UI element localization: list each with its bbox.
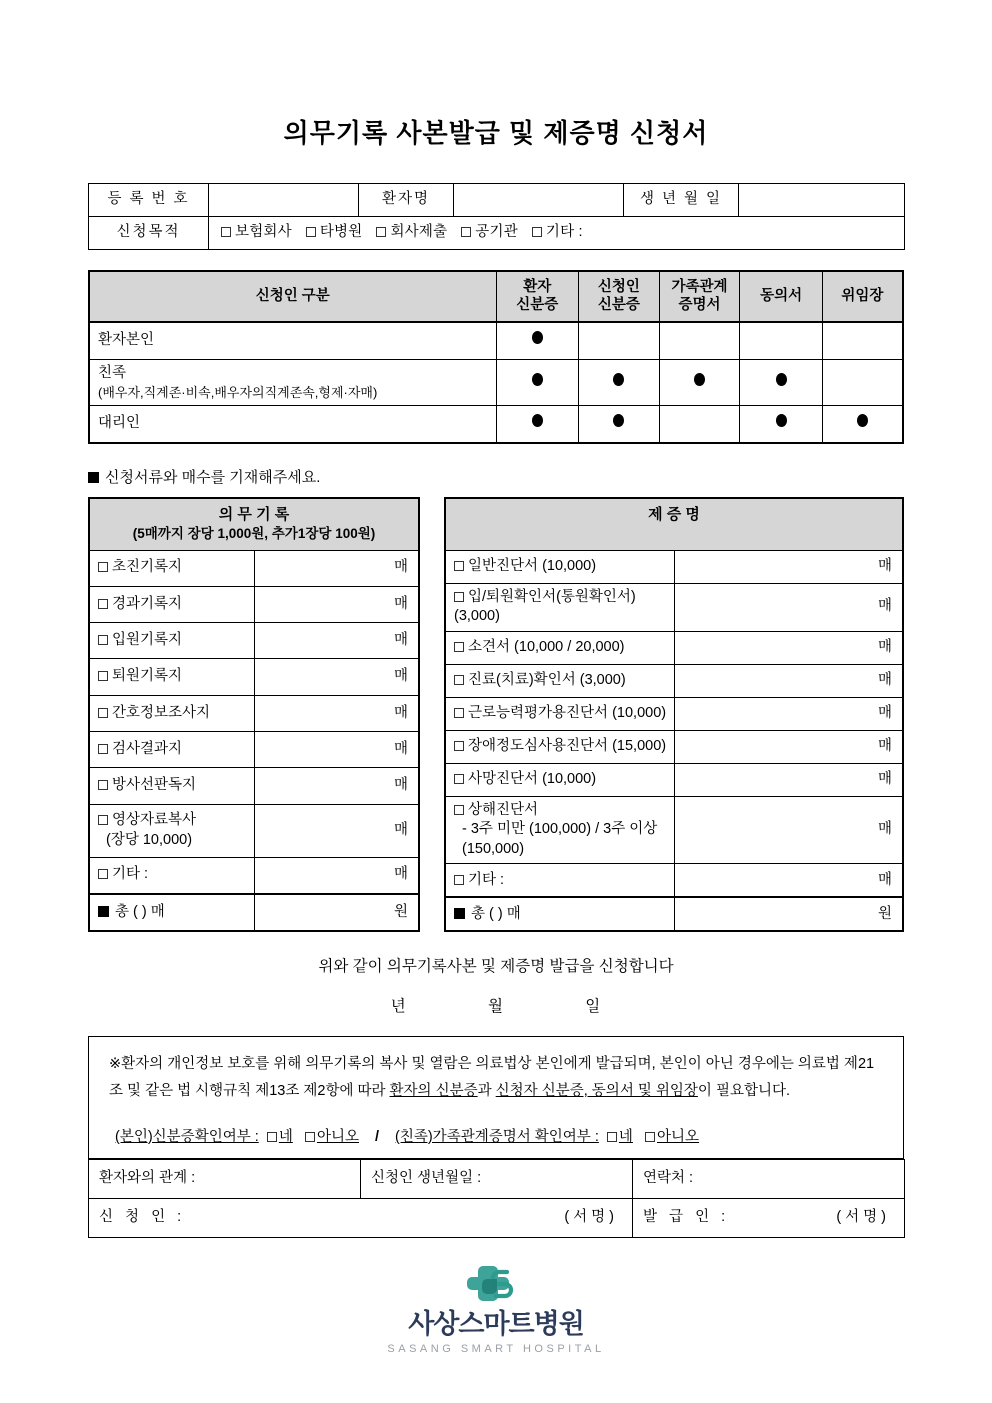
- medical-records-header: 의 무 기 록 (5매까지 장당 1,000원, 추가1장당 100원): [89, 498, 419, 550]
- list-item: [89, 732, 419, 768]
- checkbox-icon[interactable]: [98, 671, 108, 681]
- mark-cell: [740, 322, 823, 360]
- issuer-sign-marker: (서명): [836, 1209, 890, 1226]
- checkbox-icon[interactable]: [607, 1132, 617, 1142]
- verification-line: [109, 1125, 883, 1146]
- notice-box: [88, 1036, 904, 1159]
- applicant-classification-table: [88, 270, 904, 444]
- record-item-imaging-copy[interactable]: 영상자료복사 (장당 10,000): [89, 804, 254, 857]
- checkbox-icon[interactable]: [98, 744, 108, 754]
- birth-date-field[interactable]: [739, 184, 905, 217]
- col-patient-id: 환자 신분증: [496, 271, 579, 322]
- list-item: [89, 804, 419, 857]
- checkbox-icon[interactable]: [98, 869, 108, 879]
- checkbox-icon[interactable]: [454, 642, 464, 652]
- certificates-table: [444, 497, 904, 932]
- mark-cell: [822, 406, 903, 444]
- certificates-total-label[interactable]: 총 ( ) 매: [445, 897, 674, 931]
- table-row: [89, 184, 905, 217]
- family-cert-verify-yes[interactable]: 네: [607, 1129, 633, 1145]
- record-qty-imaging-copy[interactable]: 매: [254, 804, 419, 857]
- record-qty-discharge[interactable]: 매: [254, 659, 419, 695]
- checkbox-icon[interactable]: [98, 708, 108, 718]
- mark-cell: [496, 359, 579, 405]
- medical-records-table: [88, 497, 420, 932]
- filled-dot-icon: [613, 373, 624, 386]
- purpose-options: [209, 217, 905, 250]
- filled-dot-icon: [532, 373, 543, 386]
- patient-info-table: [88, 183, 905, 250]
- cert-item-disability[interactable]: 장애정도심사용진단서 (15,000): [445, 730, 674, 763]
- mark-cell: [579, 322, 660, 360]
- cert-qty-injury[interactable]: 매: [674, 796, 903, 864]
- relation-field[interactable]: 환자와의 관계 :: [89, 1159, 361, 1198]
- section-note: 신청서류와 매수를 기재해주세요.: [88, 466, 904, 487]
- checkbox-icon[interactable]: [306, 227, 316, 237]
- documents-tables-container: [88, 497, 904, 932]
- col-proxy: 위임장: [822, 271, 903, 322]
- declaration-text: 위와 같이 의무기록사본 및 제증명 발급을 신청합니다: [318, 958, 674, 976]
- record-item-progress[interactable]: 경과기록지: [89, 586, 254, 622]
- notice-text: ※환자의 개인정보 보호를 위해 의무기록의 복사 및 열람은 의료법상 본인에게 발급되며, 본인이 아닌 경우에는 의료법 제21조 및 같은 법 시행규칙 제13조 제2항에 따라 환자의 신분증과 신청자 신분증, 동의서 및 위임장이 필요합니다.: [109, 1056, 875, 1100]
- purpose-option-insurance[interactable]: 보험회사: [221, 223, 292, 243]
- filled-dot-icon: [857, 414, 868, 427]
- cert-qty-general-diagnosis[interactable]: 매: [674, 550, 903, 583]
- cert-qty-opinion[interactable]: 매: [674, 631, 903, 664]
- mark-cell: [579, 406, 660, 444]
- checkbox-icon[interactable]: [305, 1132, 315, 1142]
- table-row: [89, 1159, 905, 1198]
- certificates-header: 제 증 명: [445, 498, 903, 550]
- mark-cell: [659, 322, 740, 360]
- checkbox-icon[interactable]: [98, 562, 108, 572]
- mark-cell: [496, 322, 579, 360]
- table-row: [89, 322, 903, 360]
- checkbox-icon[interactable]: [98, 815, 108, 825]
- table-row: [89, 1198, 905, 1237]
- mark-cell: [822, 322, 903, 360]
- list-item: [445, 583, 903, 631]
- year-field[interactable]: 년: [390, 998, 407, 1016]
- family-cert-verify-no[interactable]: 아니오: [645, 1129, 699, 1145]
- birth-date-label: 생 년 월 일: [624, 184, 739, 217]
- purpose-option-company[interactable]: 회사제출: [376, 223, 447, 243]
- applicant-sign-marker: (서명): [564, 1209, 618, 1226]
- mark-cell: [579, 359, 660, 405]
- list-item: [445, 730, 903, 763]
- col-applicant-type: 신청인 구분: [89, 271, 496, 322]
- checkbox-icon[interactable]: [454, 561, 464, 571]
- checkbox-icon[interactable]: [376, 227, 386, 237]
- checkbox-icon[interactable]: [454, 875, 464, 885]
- checkbox-icon[interactable]: [454, 774, 464, 784]
- record-qty-etc[interactable]: 매: [254, 857, 419, 894]
- signature-table: [88, 1159, 905, 1238]
- family-cert-verify-label: (친족)가족관계증명서 확인여부 :: [395, 1128, 599, 1145]
- hospital-name-ko: 사상스마트병원: [408, 1308, 584, 1339]
- issuer-signature-field[interactable]: 발 급 인 : (서명): [633, 1198, 905, 1237]
- cert-item-work-ability[interactable]: 근로능력평가용진단서 (10,000): [445, 697, 674, 730]
- list-item: [445, 796, 903, 864]
- record-qty-test-results[interactable]: 매: [254, 732, 419, 768]
- hospital-name-en: SASANG SMART HOSPITAL: [387, 1342, 605, 1355]
- record-qty-admission[interactable]: 매: [254, 623, 419, 659]
- mark-cell: [496, 406, 579, 444]
- checkbox-icon[interactable]: [461, 227, 471, 237]
- cert-item-admission-discharge[interactable]: 입/퇴원확인서(통원확인서) (3,000): [445, 583, 674, 631]
- mark-cell: [822, 359, 903, 405]
- record-item-radiology[interactable]: 방사선판독지: [89, 768, 254, 804]
- cert-qty-disability[interactable]: 매: [674, 730, 903, 763]
- filled-square-icon: [98, 906, 109, 917]
- filled-dot-icon: [694, 373, 705, 386]
- checkbox-icon[interactable]: [532, 227, 542, 237]
- record-item-etc[interactable]: 기타 :: [89, 857, 254, 894]
- separator: /: [374, 1128, 380, 1145]
- record-item-initial[interactable]: 초진기록지: [89, 550, 254, 586]
- row-label-relative: 친족 (배우자,직계존·비속,배우자의직계존속,형제·자매): [89, 359, 496, 405]
- purpose-option-public-agency[interactable]: 공기관: [461, 223, 518, 243]
- cert-qty-admission-discharge[interactable]: 매: [674, 583, 903, 631]
- col-consent: 동의서: [740, 271, 823, 322]
- checkbox-icon[interactable]: [454, 805, 464, 815]
- cert-item-injury[interactable]: 상해진단서 - 3주 미만 (100,000) / 3주 이상 (150,000): [445, 796, 674, 864]
- checkbox-icon[interactable]: [98, 599, 108, 609]
- cert-item-opinion[interactable]: 소견서 (10,000 / 20,000): [445, 631, 674, 664]
- list-item: [445, 697, 903, 730]
- record-qty-initial[interactable]: 매: [254, 550, 419, 586]
- reg-no-field[interactable]: [209, 184, 359, 217]
- mark-cell: [659, 359, 740, 405]
- self-id-verify-label: (본인)신분증확인여부 :: [115, 1128, 259, 1145]
- table-header-row: [89, 271, 903, 322]
- cert-qty-work-ability[interactable]: 매: [674, 697, 903, 730]
- month-field[interactable]: 월: [488, 998, 504, 1016]
- col-applicant-id: 신청인 신분증: [579, 271, 660, 322]
- table-header-row: [445, 498, 903, 550]
- filled-dot-icon: [776, 414, 787, 427]
- list-item: [445, 864, 903, 898]
- hospital-logo-mark-icon: [461, 1260, 531, 1308]
- patient-name-field[interactable]: [454, 184, 624, 217]
- table-row: [89, 359, 903, 405]
- record-item-nursing[interactable]: 간호정보조사지: [89, 695, 254, 731]
- filled-dot-icon: [776, 373, 787, 386]
- table-row-total: [89, 894, 419, 931]
- date-line: [88, 994, 904, 1016]
- checkbox-icon[interactable]: [454, 708, 464, 718]
- medical-records-total-amount[interactable]: 원: [254, 894, 419, 931]
- list-item: [445, 550, 903, 583]
- cert-item-general-diagnosis[interactable]: 일반진단서 (10,000): [445, 550, 674, 583]
- checkbox-icon[interactable]: [267, 1132, 277, 1142]
- purpose-label: 신청목적: [89, 217, 209, 250]
- filled-square-icon: [88, 472, 99, 483]
- checkbox-icon[interactable]: [454, 675, 464, 685]
- list-item: [445, 664, 903, 697]
- certificates-total-amount[interactable]: 원: [674, 897, 903, 931]
- checkbox-icon[interactable]: [221, 227, 231, 237]
- cert-item-etc[interactable]: 기타 :: [445, 864, 674, 898]
- checkbox-icon[interactable]: [454, 592, 464, 602]
- day-field[interactable]: 일: [585, 998, 602, 1016]
- reg-no-label: 등 록 번 호: [89, 184, 209, 217]
- row-label-proxy: 대리인: [89, 406, 496, 444]
- record-qty-nursing[interactable]: 매: [254, 695, 419, 731]
- checkbox-icon[interactable]: [645, 1132, 655, 1142]
- record-item-test-results[interactable]: 검사결과지: [89, 732, 254, 768]
- applicant-signature-field[interactable]: 신 청 인 : (서명): [89, 1198, 633, 1237]
- purpose-option-etc[interactable]: 기타 :: [532, 223, 583, 243]
- cert-qty-etc[interactable]: 매: [674, 864, 903, 898]
- list-item: [445, 631, 903, 664]
- row-label-self: 환자본인: [89, 322, 496, 360]
- mark-cell: [659, 406, 740, 444]
- self-id-verify-yes[interactable]: 네: [267, 1129, 293, 1145]
- checkbox-icon[interactable]: [98, 780, 108, 790]
- filled-square-icon: [454, 908, 465, 919]
- record-qty-radiology[interactable]: 매: [254, 768, 419, 804]
- col-family-cert: 가족관계 증명서: [659, 271, 740, 322]
- filled-dot-icon: [532, 414, 543, 427]
- mark-cell: [740, 359, 823, 405]
- patient-name-label: 환자명: [359, 184, 454, 217]
- table-row: [89, 406, 903, 444]
- checkbox-icon[interactable]: [98, 635, 108, 645]
- cert-item-treatment-confirm[interactable]: 진료(치료)확인서 (3,000): [445, 664, 674, 697]
- list-item: [89, 768, 419, 804]
- record-qty-progress[interactable]: 매: [254, 586, 419, 622]
- list-item: [445, 763, 903, 796]
- list-item: [89, 659, 419, 695]
- mark-cell: [740, 406, 823, 444]
- list-item: [89, 695, 419, 731]
- list-item: [89, 550, 419, 586]
- list-item: [89, 586, 419, 622]
- filled-dot-icon: [613, 414, 624, 427]
- table-row: [89, 217, 905, 250]
- table-row-total: [445, 897, 903, 931]
- cert-qty-treatment-confirm[interactable]: 매: [674, 664, 903, 697]
- self-id-verify-no[interactable]: 아니오: [305, 1129, 359, 1145]
- medical-records-total-label[interactable]: 총 ( ) 매: [89, 894, 254, 931]
- page-title: 의무기록 사본발급 및 제증명 신청서: [283, 118, 709, 148]
- record-item-discharge[interactable]: 퇴원기록지: [89, 659, 254, 695]
- table-header-row: [89, 498, 419, 550]
- filled-dot-icon: [532, 331, 543, 344]
- list-item: [89, 857, 419, 894]
- applicant-birth-field[interactable]: 신청인 생년월일 :: [361, 1159, 633, 1198]
- purpose-option-other-hospital[interactable]: 타병원: [306, 223, 363, 243]
- cert-qty-death[interactable]: 매: [674, 763, 903, 796]
- cert-item-death[interactable]: 사망진단서 (10,000): [445, 763, 674, 796]
- record-item-admission[interactable]: 입원기록지: [89, 623, 254, 659]
- contact-field[interactable]: 연락처 :: [633, 1159, 905, 1198]
- checkbox-icon[interactable]: [454, 741, 464, 751]
- list-item: [89, 623, 419, 659]
- hospital-logo: [88, 1260, 904, 1355]
